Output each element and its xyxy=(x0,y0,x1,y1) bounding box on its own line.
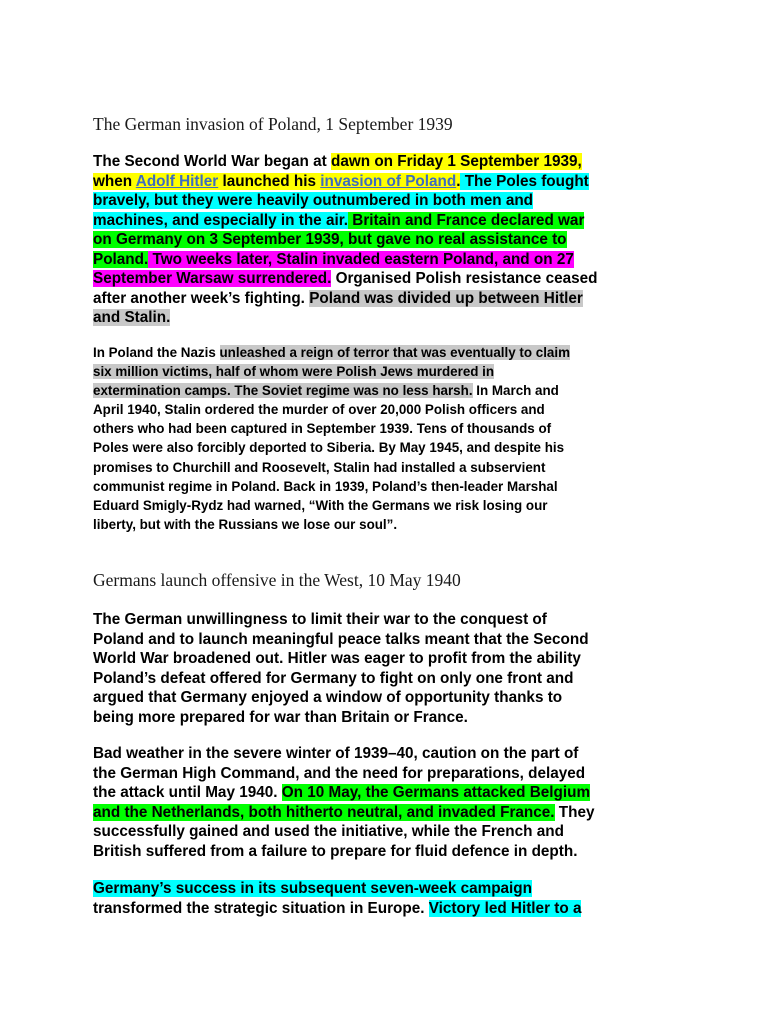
text-line: April 1940, Stalin ordered the murder of over 20,000 Polish officers and xyxy=(93,402,545,418)
highlight-green: On 10 May, the Germans attacked Belgium xyxy=(281,784,591,802)
text-line: being more prepared for war than Britain or France. xyxy=(93,708,468,726)
text-line xyxy=(93,230,683,250)
text-line: Poles were also forcibly deported to Siberia. By May 1945, and despite his xyxy=(93,440,565,456)
paragraph-german-unwillingness xyxy=(93,610,683,728)
text-line: Bad weather in the severe winter of 1939–40, caution on the part of xyxy=(93,745,579,762)
text-span: Organised Polish resistance ceased xyxy=(331,270,598,287)
text-line xyxy=(93,308,683,328)
text-span: after another week’s fighting. xyxy=(93,289,310,307)
text-line xyxy=(93,899,683,919)
text-span: launched his xyxy=(218,172,321,190)
text-span: transformed the strategic situation in Europe. xyxy=(93,899,429,917)
highlight-green: Poland. xyxy=(93,250,149,268)
text-line xyxy=(93,362,683,381)
highlight-magenta: September Warsaw surrendered. xyxy=(93,270,332,287)
text-line xyxy=(93,191,683,211)
highlight-cyan: Germany’s success in its subsequent seven-week campaign xyxy=(93,880,532,897)
text-line: World War broadened out. Hitler was eager to profit from the ability xyxy=(93,650,581,668)
text-span: The Second World War began at xyxy=(93,153,331,170)
highlight-magenta: Two weeks later, Stalin invaded eastern Poland, and on 27 xyxy=(148,250,574,268)
adolf-hitler-link[interactable]: Adolf Hitler xyxy=(135,172,219,190)
highlight-cyan: machines, and especially in the air. xyxy=(93,211,349,229)
text-line: The German unwillingness to limit their war to the conquest of xyxy=(93,611,547,628)
text-line: others who had been captured in September 1939. Tens of thousands of xyxy=(93,421,552,437)
text-line: Poland and to launch meaningful peace talks meant that the Second xyxy=(93,630,589,648)
highlight-gray: unleashed a reign of terror that was eventually to claim xyxy=(219,345,570,360)
highlight-yellow: dawn on Friday 1 September 1939, xyxy=(330,153,582,170)
text-line: communist regime in Poland. Back in 1939, Poland’s then-leader Marshal xyxy=(93,478,558,494)
text-span: They xyxy=(554,803,595,821)
text-line xyxy=(93,803,683,823)
text-line xyxy=(93,879,683,899)
text-line: successfully gained and used the initiative, while the French and xyxy=(93,823,564,841)
highlight-cyan: The Poles fought xyxy=(460,172,589,190)
highlight-green: on Germany on 3 September 1939, but gave no real assistance to xyxy=(93,231,567,248)
text-line: promises to Churchill and Roosevelt, Stalin had installed a subservient xyxy=(93,459,546,475)
text-line xyxy=(93,211,683,231)
section-heading-west-offensive: Germans launch offensive in the West, 10 May 1940 xyxy=(93,570,461,590)
text-line: the German High Command, and the need for preparations, delayed xyxy=(93,764,586,782)
text-line: British suffered from a failure to prepare for fluid defence in depth. xyxy=(93,842,578,860)
highlight-gray: extermination camps. The Soviet regime was no less harsh. xyxy=(93,383,473,399)
text-span: In Poland the Nazis xyxy=(93,345,220,360)
paragraph-germany-success xyxy=(93,879,683,918)
highlight-cyan: Victory led Hitler to a xyxy=(428,899,582,917)
text-line xyxy=(93,783,683,803)
text-line xyxy=(93,269,683,289)
section-heading-poland: The German invasion of Poland, 1 September 1939 xyxy=(93,114,453,134)
text-span: when xyxy=(93,172,136,190)
text-line: argued that Germany enjoyed a window of opportunity thanks to xyxy=(93,689,563,707)
text-span: In March and xyxy=(472,383,559,399)
text-line xyxy=(93,343,683,362)
highlight-green: and the Netherlands, both hitherto neutral, and invaded France. xyxy=(93,803,555,821)
text-span: . xyxy=(456,172,461,190)
text-line xyxy=(93,152,683,172)
text-line xyxy=(93,289,683,309)
text-line xyxy=(93,172,683,192)
highlight-gray: and Stalin. xyxy=(93,309,171,326)
text-line xyxy=(93,250,683,270)
highlight-gray: six million victims, half of whom were Polish Jews murdered in xyxy=(93,364,495,380)
text-line: liberty, but with the Russians we lose our soul”. xyxy=(93,516,398,532)
text-line: Eduard Smigly-Rydz had warned, “With the Germans we risk losing our xyxy=(93,497,548,513)
highlight-green: Britain and France declared war xyxy=(348,211,585,229)
text-span: the attack until May 1940. xyxy=(93,784,282,802)
invasion-of-poland-link[interactable]: invasion of Poland xyxy=(320,172,457,190)
paragraph-bad-weather xyxy=(93,744,683,862)
highlight-gray: Poland was divided up between Hitler xyxy=(309,289,583,307)
paragraph-poland-invasion xyxy=(93,152,683,328)
highlight-cyan: bravely, but they were heavily outnumbered in both men and xyxy=(93,192,534,209)
text-line: Poland’s defeat offered for Germany to fight on only one front and xyxy=(93,669,574,687)
text-line xyxy=(93,381,683,400)
highlight-yellow xyxy=(93,173,460,190)
paragraph-nazi-terror xyxy=(93,343,683,534)
